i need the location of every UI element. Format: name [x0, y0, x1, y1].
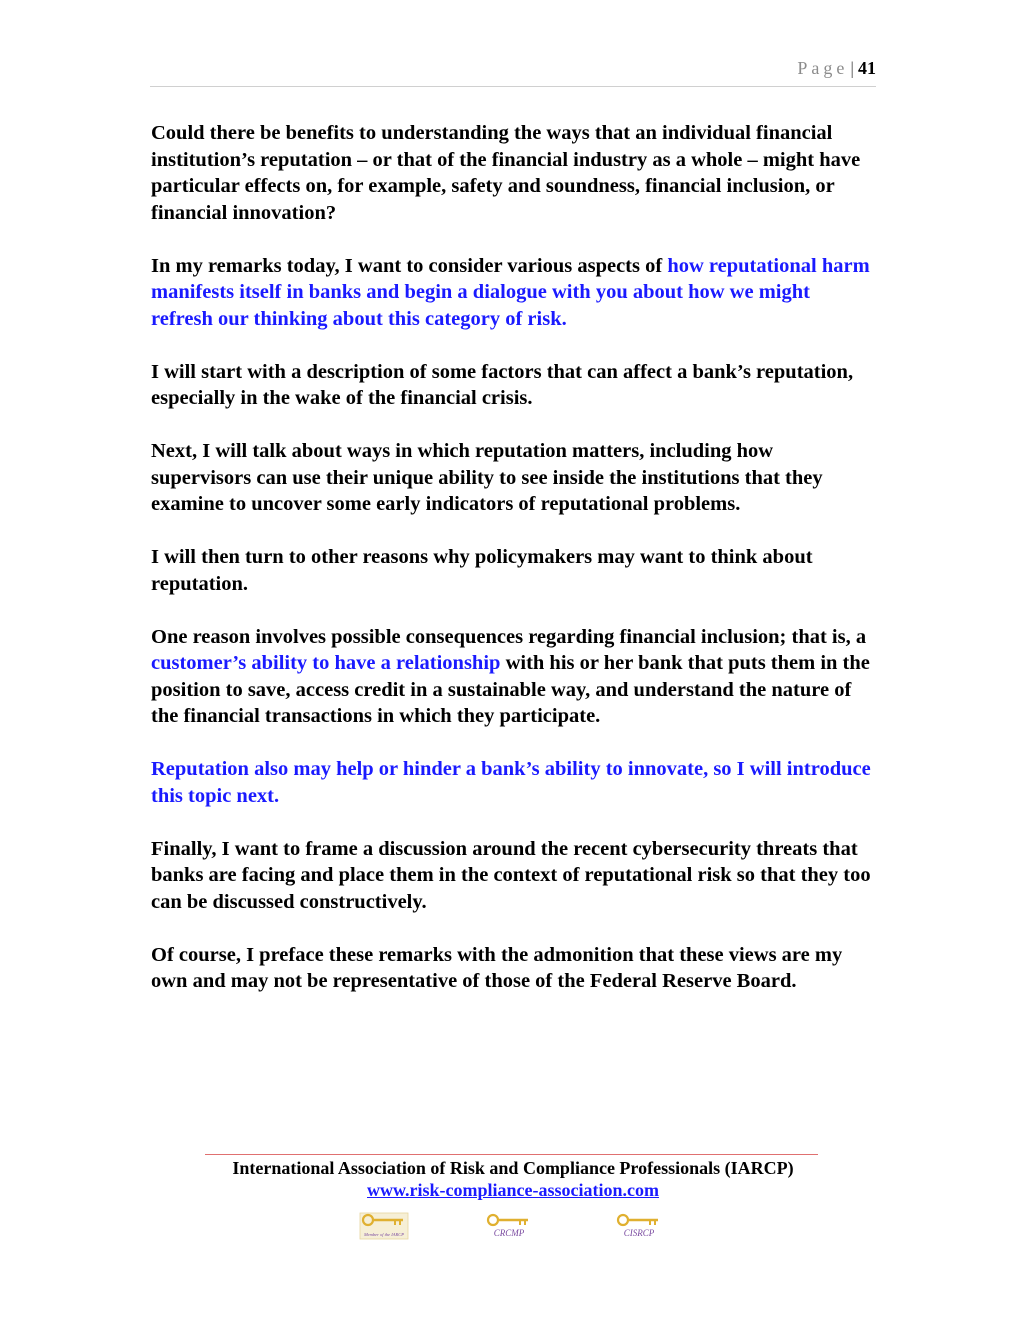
- paragraph: Of course, I preface these remarks with the admonition that these views are my own and may not be representative of those of the Federal Reserve Board.: [151, 943, 843, 992]
- paragraph: [151, 756, 876, 809]
- footer-organization: International Association of Risk and Compliance Professionals (IARCP): [232, 1158, 794, 1178]
- key-badge-icon: [359, 1212, 409, 1240]
- page-number: 41: [858, 58, 876, 78]
- paragraph: I will then turn to other reasons why policymakers may want to think about reputation.: [151, 546, 813, 595]
- svg-text:Member of the IARCP: Member of the IARCP: [363, 1232, 405, 1237]
- page-separator: |: [850, 58, 854, 78]
- paragraph: Next, I will talk about ways in which reputation matters, including how supervisors can use their unique ability to see inside the institutions that they examine to uncover some early indicators of reputational problems.: [151, 440, 823, 515]
- certification-badges: [0, 1212, 1024, 1242]
- page-label: Page: [797, 58, 849, 78]
- key-badge-icon: [484, 1212, 534, 1240]
- highlighted-text: how reputational harm manifests itself in banks and begin a dialogue with you about how we might refresh our thinking about this category of risk.: [151, 254, 870, 330]
- paragraph: I will start with a description of some factors that can affect a bank’s reputation, especially in the wake of the financial crisis.: [151, 360, 854, 409]
- paragraph: In my remarks today, I want to consider various aspects of how reputational harm manifests itself in banks and begin a dialogue with you about how we might refresh our thinking about this category of risk.: [151, 254, 870, 330]
- page-header: [150, 58, 876, 87]
- highlighted-text: customer’s ability to have a relationship: [151, 652, 501, 674]
- paragraph: Finally, I want to frame a discussion around the recent cybersecurity threats that banks are facing and place them in the context of reputational risk so that they too can be discussed constructively.: [151, 837, 871, 913]
- footer-divider: [205, 1154, 818, 1155]
- paragraph: Could there be benefits to understanding the ways that an individual financial institution’s reputation – or that of the financial industry as a whole – might have particular effects on, for example, safety and soundness, financial inclusion, or financial innovation?: [151, 122, 861, 224]
- svg-text:CISRCP: CISRCP: [623, 1228, 655, 1238]
- svg-text:CRCMP: CRCMP: [493, 1228, 525, 1238]
- paragraph: One reason involves possible consequences regarding financial inclusion; that is, a customer’s ability to have a relationship with his or her bank that puts them in the position to save, access credit in a sustainable way, and understand the nature of the financial transactions in which they participate.: [151, 625, 870, 727]
- highlighted-text: Reputation also may help or hinder a bank’s ability to innovate, so I will introduce this topic next.: [151, 758, 871, 807]
- document-body: [151, 120, 876, 1021]
- key-badge-icon: [614, 1212, 664, 1240]
- footer-website-link[interactable]: www.risk-compliance-association.com: [367, 1180, 659, 1200]
